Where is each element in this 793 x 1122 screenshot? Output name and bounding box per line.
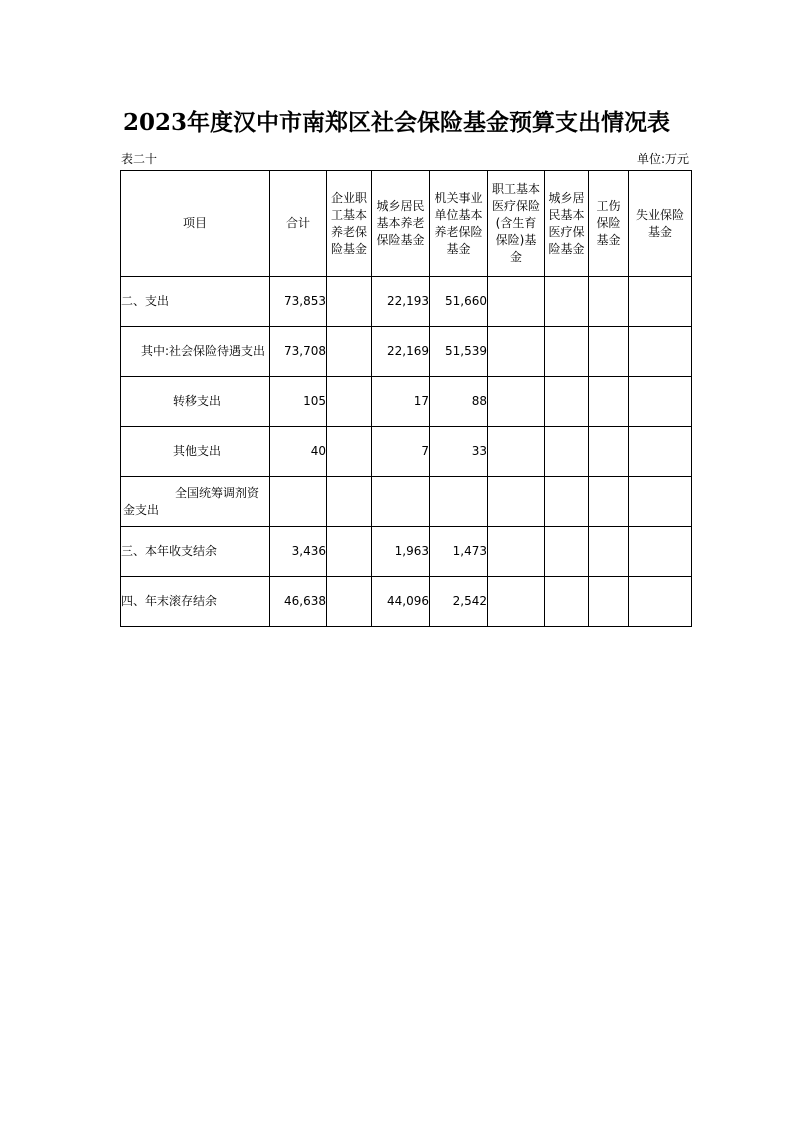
cell-resident-medical <box>545 327 589 377</box>
cell-institution-pension: 1,473 <box>430 527 488 577</box>
cell-employee-medical <box>488 427 545 477</box>
table-row <box>121 277 692 327</box>
header-total: 合计 <box>270 171 327 277</box>
cell-resident-pension: 44,096 <box>372 577 430 627</box>
header-item: 项目 <box>121 171 270 277</box>
cell-injury <box>589 427 629 477</box>
cell-unemployment <box>629 577 692 627</box>
cell-institution-pension: 88 <box>430 377 488 427</box>
table-row <box>121 377 692 427</box>
cell-enterprise-pension <box>327 577 372 627</box>
cell-resident-pension: 22,169 <box>372 327 430 377</box>
cell-enterprise-pension <box>327 427 372 477</box>
cell-unemployment <box>629 427 692 477</box>
table-row <box>121 477 692 527</box>
cell-resident-medical <box>545 427 589 477</box>
table-row <box>121 427 692 477</box>
cell-unemployment <box>629 477 692 527</box>
row-label: 全国统筹调剂资金支出 <box>121 477 270 527</box>
table-row <box>121 577 692 627</box>
cell-institution-pension: 51,660 <box>430 277 488 327</box>
row-label: 三、本年收支结余 <box>121 527 270 577</box>
header-resident-medical: 城乡居民基本医疗保险基金 <box>545 171 589 277</box>
cell-injury <box>589 327 629 377</box>
cell-resident-pension: 7 <box>372 427 430 477</box>
row-label: 其中:社会保险待遇支出 <box>121 327 270 377</box>
cell-employee-medical <box>488 577 545 627</box>
header-row <box>121 171 692 277</box>
unit-label: 单位:万元 <box>636 152 689 166</box>
cell-resident-medical <box>545 577 589 627</box>
table-row <box>121 527 692 577</box>
table-row <box>121 327 692 377</box>
cell-enterprise-pension <box>327 477 372 527</box>
cell-total: 3,436 <box>270 527 327 577</box>
cell-unemployment <box>629 377 692 427</box>
cell-enterprise-pension <box>327 327 372 377</box>
cell-enterprise-pension <box>327 277 372 327</box>
cell-enterprise-pension <box>327 527 372 577</box>
header-injury: 工伤保险基金 <box>589 171 629 277</box>
cell-employee-medical <box>488 277 545 327</box>
cell-employee-medical <box>488 527 545 577</box>
cell-total: 73,708 <box>270 327 327 377</box>
cell-resident-medical <box>545 527 589 577</box>
cell-total: 40 <box>270 427 327 477</box>
cell-employee-medical <box>488 477 545 527</box>
header-unemployment: 失业保险基金 <box>629 171 692 277</box>
cell-total: 46,638 <box>270 577 327 627</box>
cell-unemployment <box>629 277 692 327</box>
cell-unemployment <box>629 327 692 377</box>
page-title: 2023年度汉中市南郑区社会保险基金预算支出情况表 <box>122 109 670 136</box>
cell-employee-medical <box>488 377 545 427</box>
cell-resident-medical <box>545 277 589 327</box>
row-label: 二、支出 <box>121 277 270 327</box>
cell-injury <box>589 577 629 627</box>
cell-resident-medical <box>545 477 589 527</box>
cell-injury <box>589 477 629 527</box>
row-label: 其他支出 <box>121 427 270 477</box>
cell-total <box>270 477 327 527</box>
cell-employee-medical <box>488 327 545 377</box>
row-label: 四、年末滚存结余 <box>121 577 270 627</box>
header-resident-pension: 城乡居民基本养老保险基金 <box>372 171 430 277</box>
cell-injury <box>589 527 629 577</box>
cell-institution-pension: 51,539 <box>430 327 488 377</box>
row-label: 转移支出 <box>121 377 270 427</box>
cell-institution-pension: 2,542 <box>430 577 488 627</box>
cell-resident-pension: 17 <box>372 377 430 427</box>
cell-resident-pension: 1,963 <box>372 527 430 577</box>
cell-institution-pension <box>430 477 488 527</box>
cell-resident-pension: 22,193 <box>372 277 430 327</box>
cell-enterprise-pension <box>327 377 372 427</box>
cell-total: 73,853 <box>270 277 327 327</box>
header-employee-medical: 职工基本医疗保险(含生育保险)基金 <box>488 171 545 277</box>
header-enterprise-pension: 企业职工基本养老保险基金 <box>327 171 372 277</box>
table-number: 表二十 <box>121 152 158 166</box>
header-institution-pension: 机关事业单位基本养老保险基金 <box>430 171 488 277</box>
cell-resident-medical <box>545 377 589 427</box>
budget-table <box>120 170 692 627</box>
cell-total: 105 <box>270 377 327 427</box>
cell-injury <box>589 377 629 427</box>
cell-unemployment <box>629 527 692 577</box>
cell-resident-pension <box>372 477 430 527</box>
cell-institution-pension: 33 <box>430 427 488 477</box>
cell-injury <box>589 277 629 327</box>
